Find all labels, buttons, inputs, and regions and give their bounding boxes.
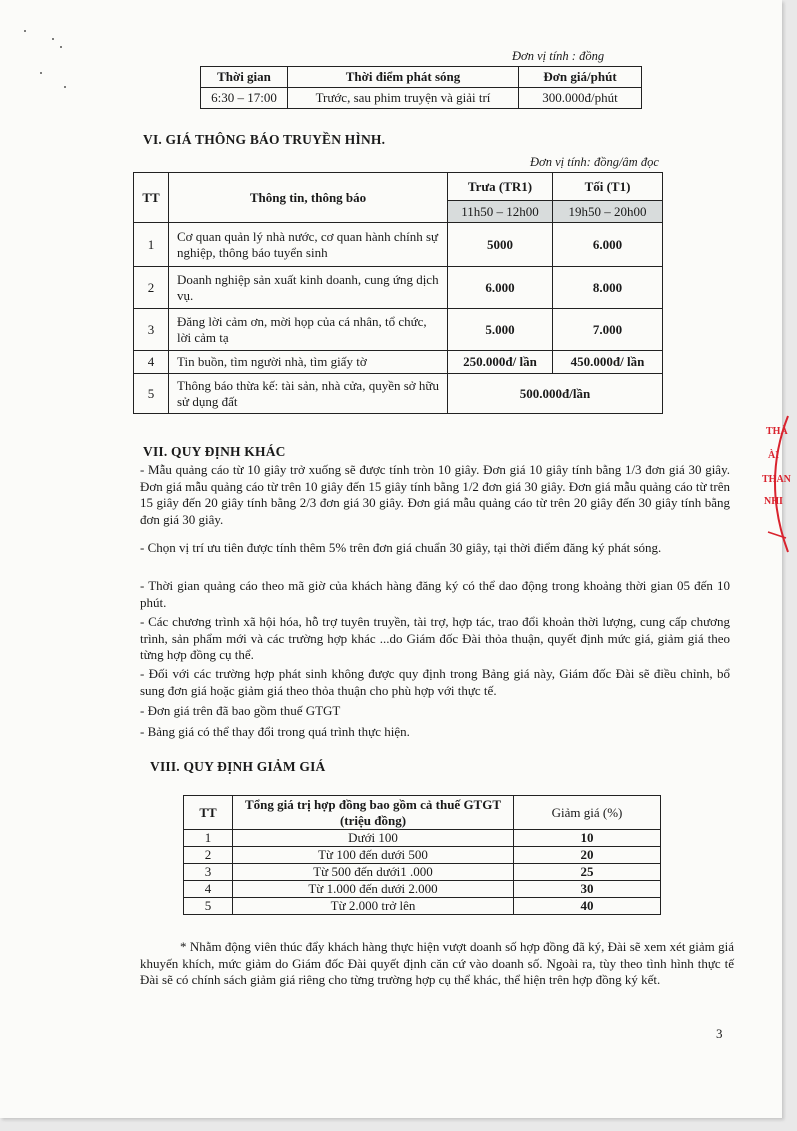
table-cell: 3 [134,309,169,351]
column-header: Giảm giá (%) [514,796,661,830]
stamp-text: THAN [762,474,791,485]
column-header: Thông tin, thông báo [169,173,448,223]
table-cell: 6.000 [448,267,553,309]
table-cell: Từ 500 đến dưới1 .000 [233,864,514,881]
paragraph: - Đối với các trường hợp phát sinh không được quy định trong Bảng giá này, Giám đốc Đài sẽ điều chỉnh, bổ sung đơn giá hoặc giảm giá theo thỏa thuận cho phù hợp với thực tế. [140,666,730,698]
table-cell: Doanh nghiệp sản xuất kinh doanh, cung ứng dịch vụ. [169,267,448,309]
unit-label: Đơn vị tính: đồng/âm đọc [530,155,659,169]
section-heading: VIII. QUY ĐỊNH GIẢM GIÁ [150,759,326,774]
table-cell: 7.000 [553,309,663,351]
scan-speck [64,86,66,88]
table-cell: Từ 1.000 đến dưới 2.000 [233,881,514,898]
time-slot-cell: 19h50 – 20h00 [553,201,663,223]
stamp-text: ÀI [768,450,780,461]
table-cell: Dưới 100 [233,830,514,847]
scan-speck [24,30,26,32]
table-cell: 300.000đ/phút [519,88,642,109]
table-cell: Từ 100 đến dưới 500 [233,847,514,864]
paragraph: - Bảng giá có thể thay đổi trong quá trình thực hiện. [140,724,410,739]
table-cell: 2 [184,847,233,864]
table-cell: 6:30 – 17:00 [201,88,288,109]
table-cell: Đăng lời cảm ơn, mời họp của cá nhân, tổ chức, lời cảm tạ [169,309,448,351]
table-cell: 5 [134,374,169,414]
table-cell: 30 [514,881,661,898]
paragraph: - Đơn giá trên đã bao gồm thuế GTGT [140,703,341,718]
stamp-text: THÀ [766,426,788,437]
table-cell: 25 [514,864,661,881]
table-cell: 3 [184,864,233,881]
column-header: TT [134,173,169,223]
table-cell: 1 [134,223,169,267]
table-cell: 5000 [448,223,553,267]
table-cell: Thông báo thừa kế: tài sản, nhà cửa, quyền sở hữu sử dụng đất [169,374,448,414]
table-cell: Từ 2.000 trở lên [233,898,514,915]
table-cell: 8.000 [553,267,663,309]
stamp-text: NHI [764,496,783,507]
section-heading: VI. GIÁ THÔNG BÁO TRUYỀN HÌNH. [143,132,386,147]
paragraph: - Chọn vị trí ưu tiên được tính thêm 5% trên đơn giá chuẩn 30 giây, tại thời điểm đăng ký phát sóng. [140,540,662,555]
section-heading: VII. QUY ĐỊNH KHÁC [143,444,286,459]
table-cell: 4 [184,881,233,898]
table-cell: 4 [134,351,169,374]
column-header: Trưa (TR1) [448,173,553,201]
table-cell: 1 [184,830,233,847]
column-header: Đơn giá/phút [519,67,642,88]
table-cell: Tin buồn, tìm người nhà, tìm giấy tờ [169,351,448,374]
table-cell: 250.000đ/ lần [448,351,553,374]
table-cell: 450.000đ/ lần [553,351,663,374]
table-cell: Trước, sau phim truyện và giải trí [288,88,519,109]
unit-label: Đơn vị tính : đồng [512,49,605,63]
table-cell: 5.000 [448,309,553,351]
table-cell: 2 [134,267,169,309]
discount-table [183,795,661,915]
table-cell: 5 [184,898,233,915]
paragraph: - Thời gian quảng cáo theo mã giờ của khách hàng đăng ký có thể dao động trong khoảng thời gian 05 đến 10 phút. [140,578,730,610]
scan-speck [60,46,62,48]
column-header: Tổng giá trị hợp đồng bao gồm cả thuế GTGT (triệu đồng) [233,796,514,830]
tv-announcement-price-table [133,172,663,414]
table-cell: Cơ quan quản lý nhà nước, cơ quan hành chính sự nghiệp, thông báo tuyển sinh [169,223,448,267]
scan-speck [40,72,42,74]
table-cell: 6.000 [553,223,663,267]
column-header: Tối (T1) [553,173,663,201]
page-number: 3 [716,1026,723,1041]
table-cell: 10 [514,830,661,847]
broadcast-time-table [200,66,642,109]
column-header: Thời điểm phát sóng [288,67,519,88]
paragraph: - Mẫu quảng cáo từ 10 giây trở xuống sẽ được tính tròn 10 giây. Đơn giá 10 giây tính bằng 1/3 đơn giá 30 giây. Đơn giá mẫu quảng cáo từ trên 10 giây đến 15 giây tính bằng 1/2 đơn giá 30 giây. Đơn giá mẫu quảng cáo từ trên 15 giây đến 20 giây tính bằng 2/3 đơn giá 30 giây. Đơn giá mẫu quảng cáo từ trên 20 giây đến 30 giây tính bằng đơn giá 30 giây. [140,462,730,527]
table-cell: 20 [514,847,661,864]
paragraph: - Các chương trình xã hội hóa, hỗ trợ tuyên truyền, tài trợ, hợp tác, trao đổi khoản thời lượng, cung cấp chương trình, sản phẩm mới và các trường hợp khác ...do Giám đốc Đài thỏa thuận, quyết định mức giá, giảm giá theo từng hợp đồng cụ thể. [140,614,730,662]
column-header: Thời gian [201,67,288,88]
discount-note: * Nhằm động viên thúc đẩy khách hàng thực hiện vượt doanh số hợp đồng đã ký, Đài sẽ xem xét giảm giá khuyến khích, mức giảm do Giám đốc Đài quyết định căn cứ vào doanh số. Ngoài ra, tùy theo tình hình thực tế Đài sẽ có chính sách giảm giá riêng cho từng trường hợp cụ thể khác, thể hiện trên hợp đồng ký kết. [140,939,734,987]
table-cell: 40 [514,898,661,915]
column-header: TT [184,796,233,830]
time-slot-cell: 11h50 – 12h00 [448,201,553,223]
scan-speck [52,38,54,40]
table-cell: 500.000đ/lần [448,374,663,414]
red-stamp-fragment [758,412,791,562]
